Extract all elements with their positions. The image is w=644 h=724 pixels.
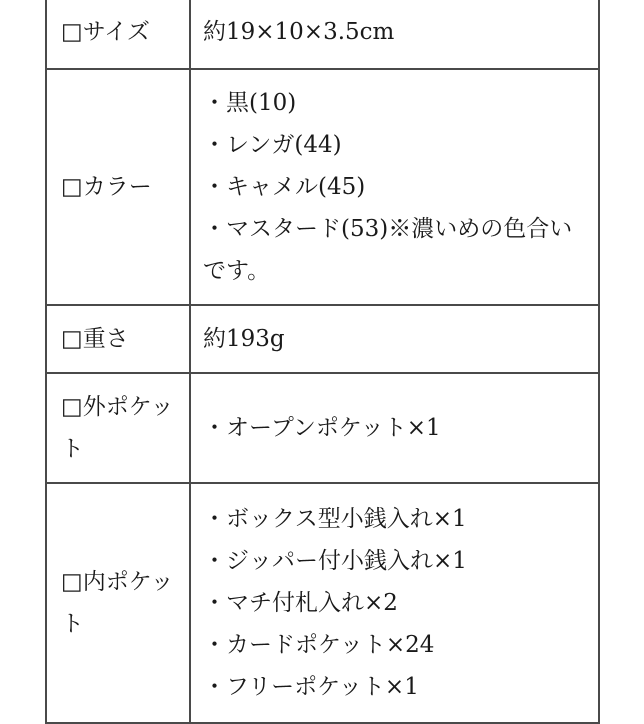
weight-value: 約193g bbox=[190, 305, 599, 373]
outer-pocket-label: □外ポケット bbox=[46, 373, 190, 483]
inner-pocket-values bbox=[190, 483, 599, 723]
inner-pocket-item: ・フリーポケット×1 bbox=[203, 674, 419, 700]
row-color bbox=[46, 69, 599, 305]
inner-pocket-item: ・カードポケット×24 bbox=[203, 632, 435, 658]
spec-table bbox=[45, 0, 600, 724]
inner-pocket-item: ・ボックス型小銭入れ×1 bbox=[203, 506, 467, 532]
inner-pocket-label: □内ポケット bbox=[46, 483, 190, 723]
color-values bbox=[190, 69, 599, 305]
size-label: □サイズ bbox=[46, 0, 190, 69]
weight-label: □重さ bbox=[46, 305, 190, 373]
row-size bbox=[46, 0, 599, 69]
row-weight bbox=[46, 305, 599, 373]
outer-pocket-value: ・オープンポケット×1 bbox=[190, 373, 599, 483]
color-item: ・レンガ(44) bbox=[203, 132, 342, 158]
color-label: □カラー bbox=[46, 69, 190, 305]
inner-pocket-item: ・ジッパー付小銭入れ×1 bbox=[203, 548, 467, 574]
color-item: ・黒(10) bbox=[203, 90, 297, 116]
row-outer-pocket bbox=[46, 373, 599, 483]
color-item: ・マスタード(53)※濃いめの色合いです。 bbox=[203, 216, 573, 284]
color-item: ・キャメル(45) bbox=[203, 174, 366, 200]
size-value: 約19×10×3.5cm bbox=[190, 0, 599, 69]
row-inner-pocket bbox=[46, 483, 599, 723]
inner-pocket-item: ・マチ付札入れ×2 bbox=[203, 590, 398, 616]
